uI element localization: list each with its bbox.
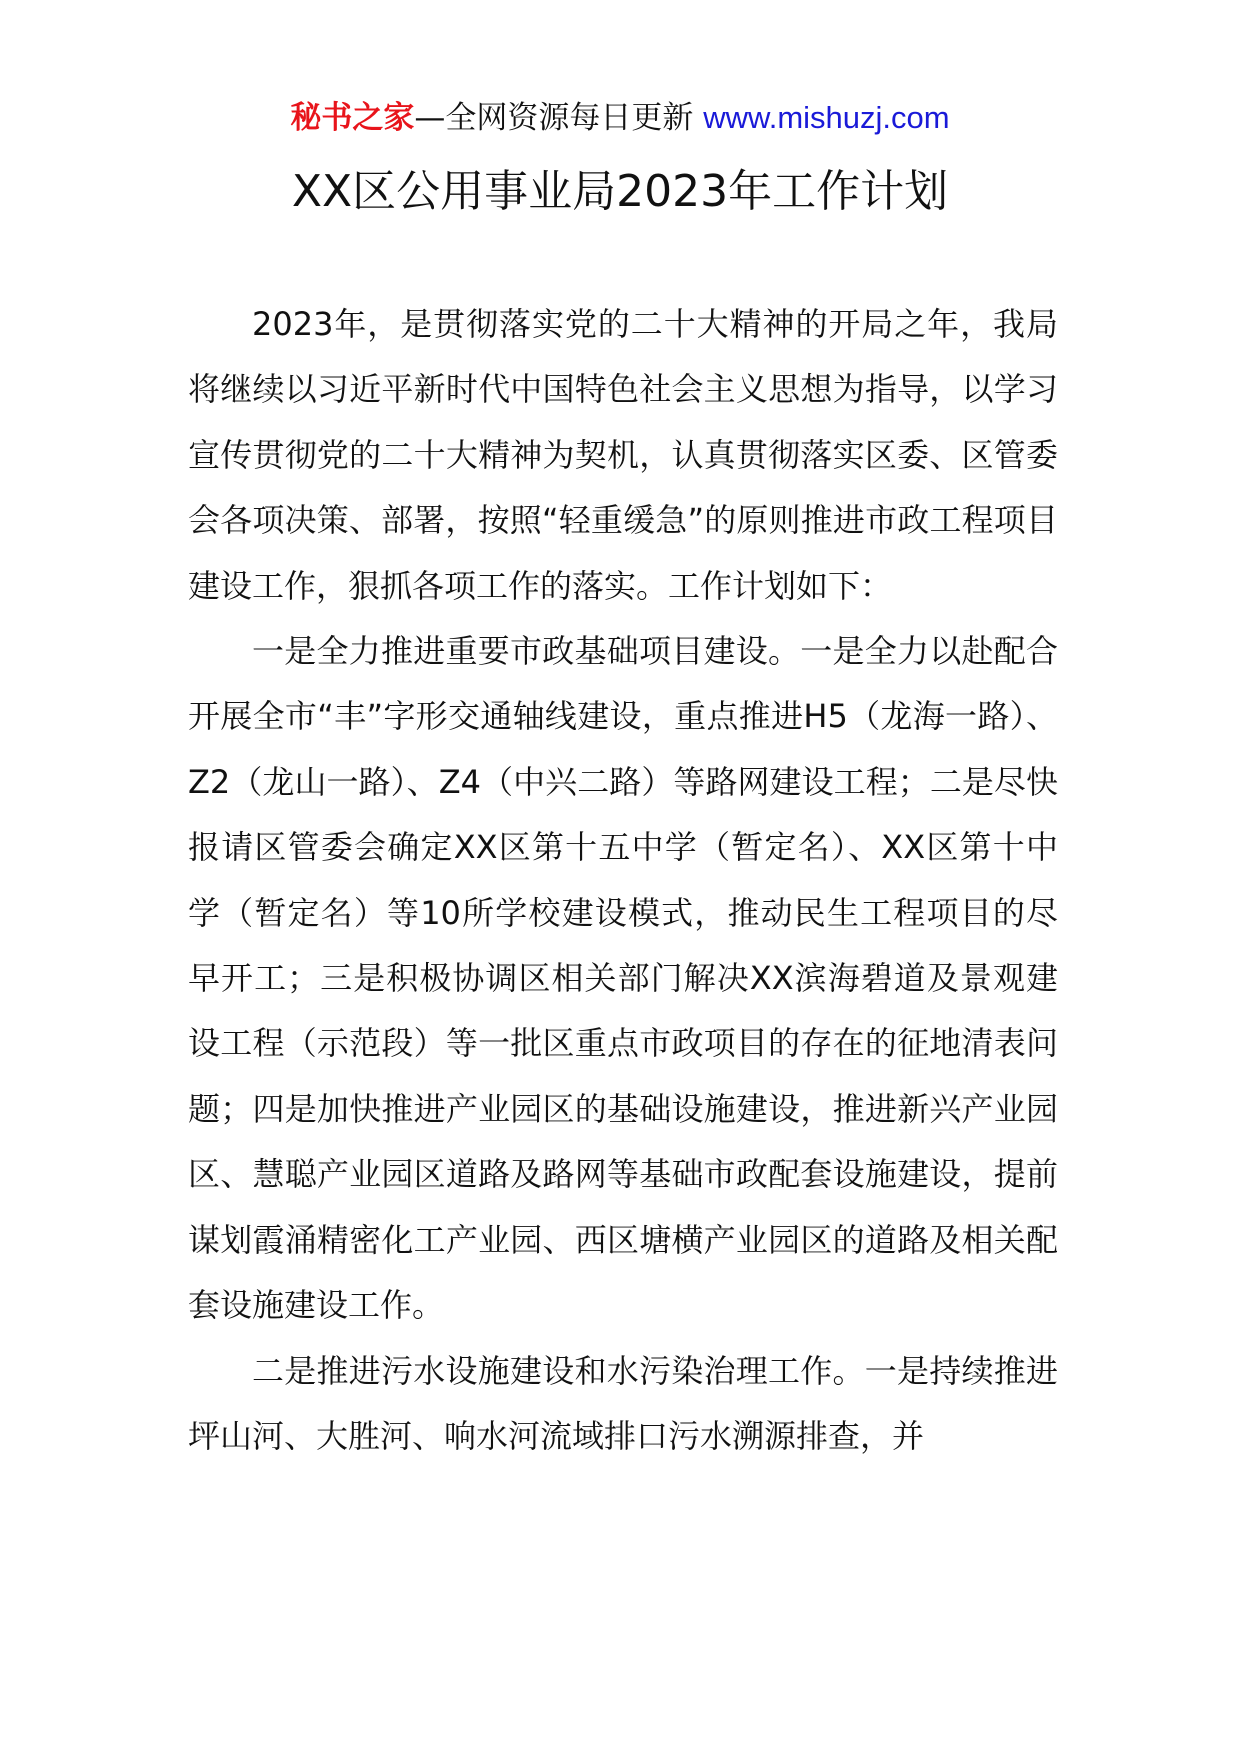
paragraph-intro: 2023年，是贯彻落实党的二十大精神的开局之年，我局将继续以习近平新时代中国特色社会主义思想为指导，以学习宣传贯彻党的二十大精神为契机，认真贯彻落实区委、区管委会各项决策、部署，按照“轻重缓急”的原则推进市政工程项目建设工作，狠抓各项工作的落实。工作计划如下：: [188, 305, 1058, 605]
site-url-link[interactable]: www.mishuzj.com: [703, 100, 950, 135]
header-tagline: —全网资源每日更新: [414, 100, 704, 136]
paragraph-item-one: 一是全力推进重要市政基础项目建设。一是全力以赴配合开展全市“丰”字形交通轴线建设，重点推进H5（龙海一路）、Z2（龙山一路）、Z4（中兴二路）等路网建设工程；二是尽快报请区管委会确定XX区第十五中学（暂定名）、XX区第十中学（暂定名）等10所学校建设模式，推动民生工程项目的尽早开工；三是积极协调区相关部门解决XX滨海碧道及景观建设工程（示范段）等一批区重点市政项目的存在的征地清表问题；四是加快推进产业园区的基础设施建设，推进新兴产业园区、慧聪产业园区道路及路网等基础市政配套设施建设，提前谋划霞涌精密化工产业园、西区塘横产业园区的道路及相关配套设施建设工作。: [188, 632, 1058, 1325]
document-body: [188, 292, 1058, 1469]
paragraph-item-two: 二是推进污水设施建设和水污染治理工作。一是持续推进坪山河、大胜河、响水河流域排口污水溯源排查，并: [188, 1351, 1058, 1455]
site-watermark-header: [0, 98, 1240, 138]
brand-name: 秘书之家: [290, 100, 415, 136]
document-title: XX区公用事业局2023年工作计划: [291, 166, 949, 217]
